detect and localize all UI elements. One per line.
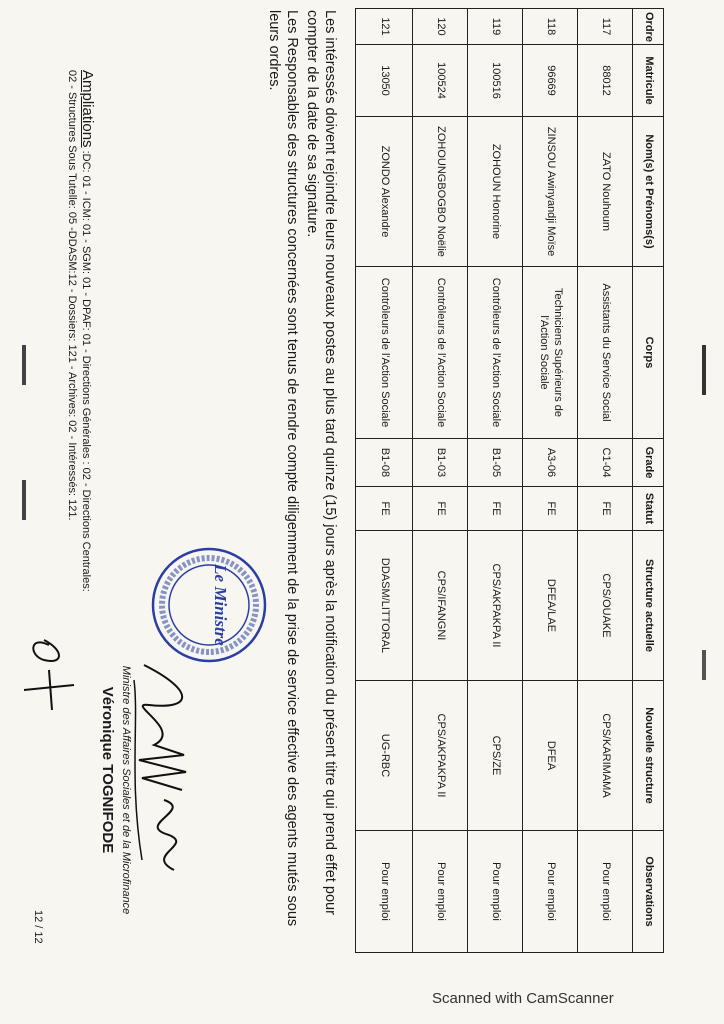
cell-structure-actuelle: DDASM/LITTORAL — [356, 531, 413, 681]
col-header-matricule: Matricule — [633, 45, 664, 117]
ministry-stamp — [149, 545, 269, 665]
col-header-ordre: Ordre — [633, 9, 664, 45]
ampliations-title: Ampliations — [79, 70, 96, 148]
cell-corps: Contrôleurs de l'Action Sociale — [413, 267, 468, 439]
signatory-title: Ministre des Affaires Sociales et de la Microfinance — [120, 665, 132, 915]
col-header-statut: Statut — [633, 487, 664, 531]
cell-corps: Contrôleurs de l'Action Sociale — [356, 267, 413, 439]
cell-observations: Pour emploi — [523, 831, 578, 953]
cell-nouvelle-structure: CPS/ZE — [468, 681, 523, 831]
col-header-observations: Observations — [633, 831, 664, 953]
cell-structure-actuelle: DFEA/LAE — [523, 531, 578, 681]
cell-nouvelle-structure: DFEA — [523, 681, 578, 831]
table-row — [523, 9, 578, 953]
col-header-corps: Corps — [633, 267, 664, 439]
ampliations-line1: :DC: 01 - ICM: 01 - SGM: 01 - DPAF: 01 - Directions Générales : 02 - Directions Centrales: — [80, 150, 92, 592]
mutation-table — [355, 8, 664, 953]
scan-mark — [22, 480, 26, 520]
table-header-row — [633, 9, 664, 953]
cell-ordre: 120 — [413, 9, 468, 45]
signatory-name: Véronique TOGNIFODE — [99, 686, 116, 854]
cell-nom: ZATO Nouhoum — [578, 117, 633, 267]
cell-structure-actuelle: CPS/OUAKE — [578, 531, 633, 681]
cell-matricule: 13050 — [356, 45, 413, 117]
table-row — [356, 9, 413, 953]
scan-mark — [702, 650, 706, 680]
cell-corps: Techniciens Supérieurs de l'Action Sociale — [523, 267, 578, 439]
page-number: 12 / 12 — [32, 910, 44, 944]
cell-nom: ZONDO Alexandre — [356, 117, 413, 267]
ampliations — [65, 70, 94, 650]
table-row — [468, 9, 523, 953]
cell-matricule: 100524 — [413, 45, 468, 117]
cell-corps: Assistants du Service Social — [578, 267, 633, 439]
cell-ordre: 117 — [578, 9, 633, 45]
ampliations-line2: 02 - Structures Sous Tutelle: 05 -DDASM:12 - Dossiers: 121 - Archives: 02 - Intéressés: 121. — [66, 70, 78, 521]
cell-observations: Pour emploi — [468, 831, 523, 953]
stamp-label: Le Ministre — [211, 564, 230, 646]
cell-matricule: 100516 — [468, 45, 523, 117]
cell-nom: ZINSOU Awinyandji Moïse — [523, 117, 578, 267]
paragraph-responsables: Les Responsables des structures concernées sont tenus de rendre compte diligemment de la prise de service effective des agents mutés sous leurs ordres. — [266, 10, 300, 927]
cell-structure-actuelle: CPS/IFANGNI — [413, 531, 468, 681]
cell-matricule: 88012 — [578, 45, 633, 117]
cell-observations: Pour emploi — [578, 831, 633, 953]
stamp-seal-icon — [149, 545, 269, 665]
cell-grade: C1-04 — [578, 439, 633, 487]
cell-nouvelle-structure: UG-RBC — [356, 681, 413, 831]
cell-grade: B1-08 — [356, 439, 413, 487]
paragraph-deadline: Les intéressés doivent rejoindre leurs nouveaux postes au plus tard quinze (15) jours après la notification du présent titre qui prend effet pour compter de la date de sa signature. — [304, 10, 338, 915]
col-header-nom: Nom(s) et Prénoms(s) — [633, 117, 664, 267]
cell-observations: Pour emploi — [413, 831, 468, 953]
col-header-structure-actuelle: Structure actuelle — [633, 531, 664, 681]
cell-ordre: 121 — [356, 9, 413, 45]
table-row — [413, 9, 468, 953]
col-header-grade: Grade — [633, 439, 664, 487]
cell-observations: Pour emploi — [356, 831, 413, 953]
scan-mark — [702, 345, 706, 395]
cell-statut: FE — [523, 487, 578, 531]
cell-statut: FE — [468, 487, 523, 531]
cell-structure-actuelle: CPS/AKPAKPA II — [468, 531, 523, 681]
cell-statut: FE — [356, 487, 413, 531]
cell-ordre: 119 — [468, 9, 523, 45]
cell-nouvelle-structure: CPS/KARIMAMA — [578, 681, 633, 831]
cell-corps: Contrôleurs de l'Action Sociale — [468, 267, 523, 439]
cell-grade: B1-03 — [413, 439, 468, 487]
table-row — [578, 9, 633, 953]
cell-matricule: 96669 — [523, 45, 578, 117]
cell-grade: B1-05 — [468, 439, 523, 487]
cell-nom: ZOHOUN Honorine — [468, 117, 523, 267]
cell-nouvelle-structure: CPS/AKPAKPA II — [413, 681, 468, 831]
cell-statut: FE — [578, 487, 633, 531]
cell-nom: ZOHOUNGBOGBO Noëlie — [413, 117, 468, 267]
col-header-nouvelle-structure: Nouvelle structure — [633, 681, 664, 831]
scan-mark — [22, 345, 26, 385]
cell-ordre: 118 — [523, 9, 578, 45]
cell-statut: FE — [413, 487, 468, 531]
scanner-footer: Scanned with CamScanner — [432, 990, 614, 1007]
cell-grade: A3-06 — [523, 439, 578, 487]
